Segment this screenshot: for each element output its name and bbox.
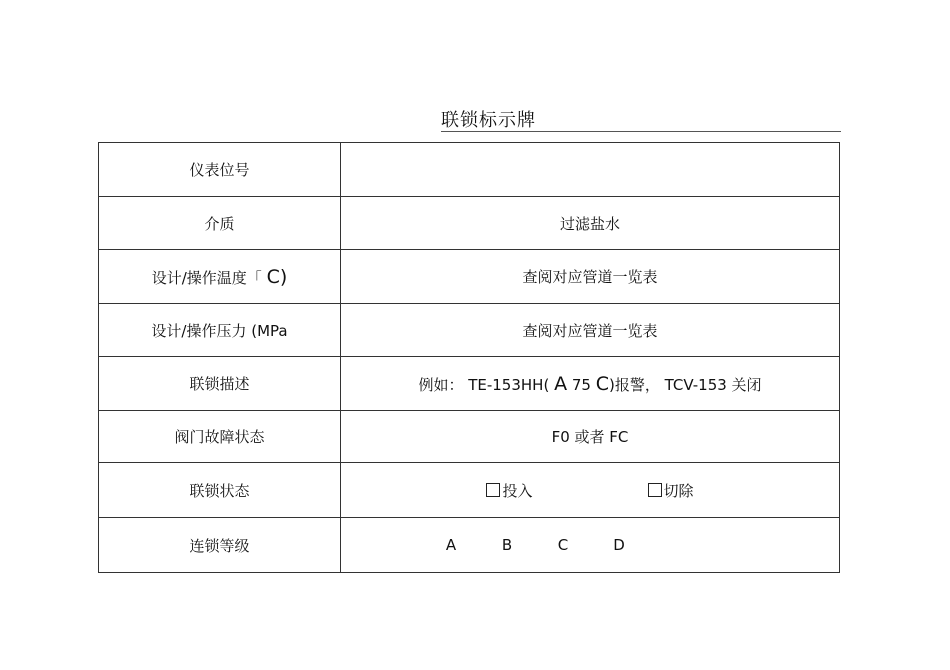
row-label-grade: 连锁等级 xyxy=(99,518,341,573)
row-value-interlock-desc xyxy=(341,357,840,411)
table-row xyxy=(99,143,840,197)
row-label-medium: 介质 xyxy=(99,197,341,250)
row-label-tag: 仪表位号 xyxy=(99,143,341,197)
checkbox-off[interactable] xyxy=(648,480,694,501)
title-underline xyxy=(441,131,841,132)
table-row xyxy=(99,250,840,304)
checkbox-on[interactable] xyxy=(486,480,532,501)
grade-option-d: D xyxy=(613,536,625,554)
temperature-label-text: 设计/操作温度「 xyxy=(151,268,267,287)
page-title: 联锁标示牌 xyxy=(441,110,536,131)
table-row xyxy=(99,463,840,518)
row-value-pressure: 查阅对应管道一览表 xyxy=(341,304,840,357)
grade-option-b: B xyxy=(501,536,513,554)
checkbox-off-label: 切除 xyxy=(663,481,694,500)
desc-prefix: 例如： TE-153HH( xyxy=(418,375,555,394)
row-label-interlock-state: 联锁状态 xyxy=(99,463,341,518)
row-value-tag xyxy=(341,143,840,197)
row-label-pressure: 设计/操作压力 (MPa xyxy=(99,304,341,357)
checkbox-icon xyxy=(486,483,500,497)
checkbox-on-label: 投入 xyxy=(502,481,533,500)
row-label-interlock-desc: 联锁描述 xyxy=(99,357,341,411)
temperature-unit: C) xyxy=(266,265,288,288)
desc-c: C xyxy=(595,372,609,395)
grade-option-c: C xyxy=(557,536,569,554)
row-label-valve-fault: 阀门故障状态 xyxy=(99,411,341,463)
checkbox-icon xyxy=(648,483,662,497)
row-label-temperature xyxy=(99,250,341,304)
row-value-temperature: 查阅对应管道一览表 xyxy=(341,250,840,304)
grade-option-a: A xyxy=(445,536,457,554)
row-value-valve-fault: F0 或者 FC xyxy=(341,411,840,463)
table-row xyxy=(99,304,840,357)
row-value-medium: 过滤盐水 xyxy=(341,197,840,250)
row-value-grade xyxy=(341,518,840,573)
table-row xyxy=(99,518,840,573)
interlock-table xyxy=(98,142,840,573)
table-row xyxy=(99,357,840,411)
table-row xyxy=(99,197,840,250)
table-row xyxy=(99,411,840,463)
row-value-interlock-state xyxy=(341,463,840,518)
desc-suffix: )报警， TCV-153 关闭 xyxy=(608,375,762,394)
desc-mid: 75 xyxy=(567,375,596,394)
desc-a: A xyxy=(554,372,568,395)
